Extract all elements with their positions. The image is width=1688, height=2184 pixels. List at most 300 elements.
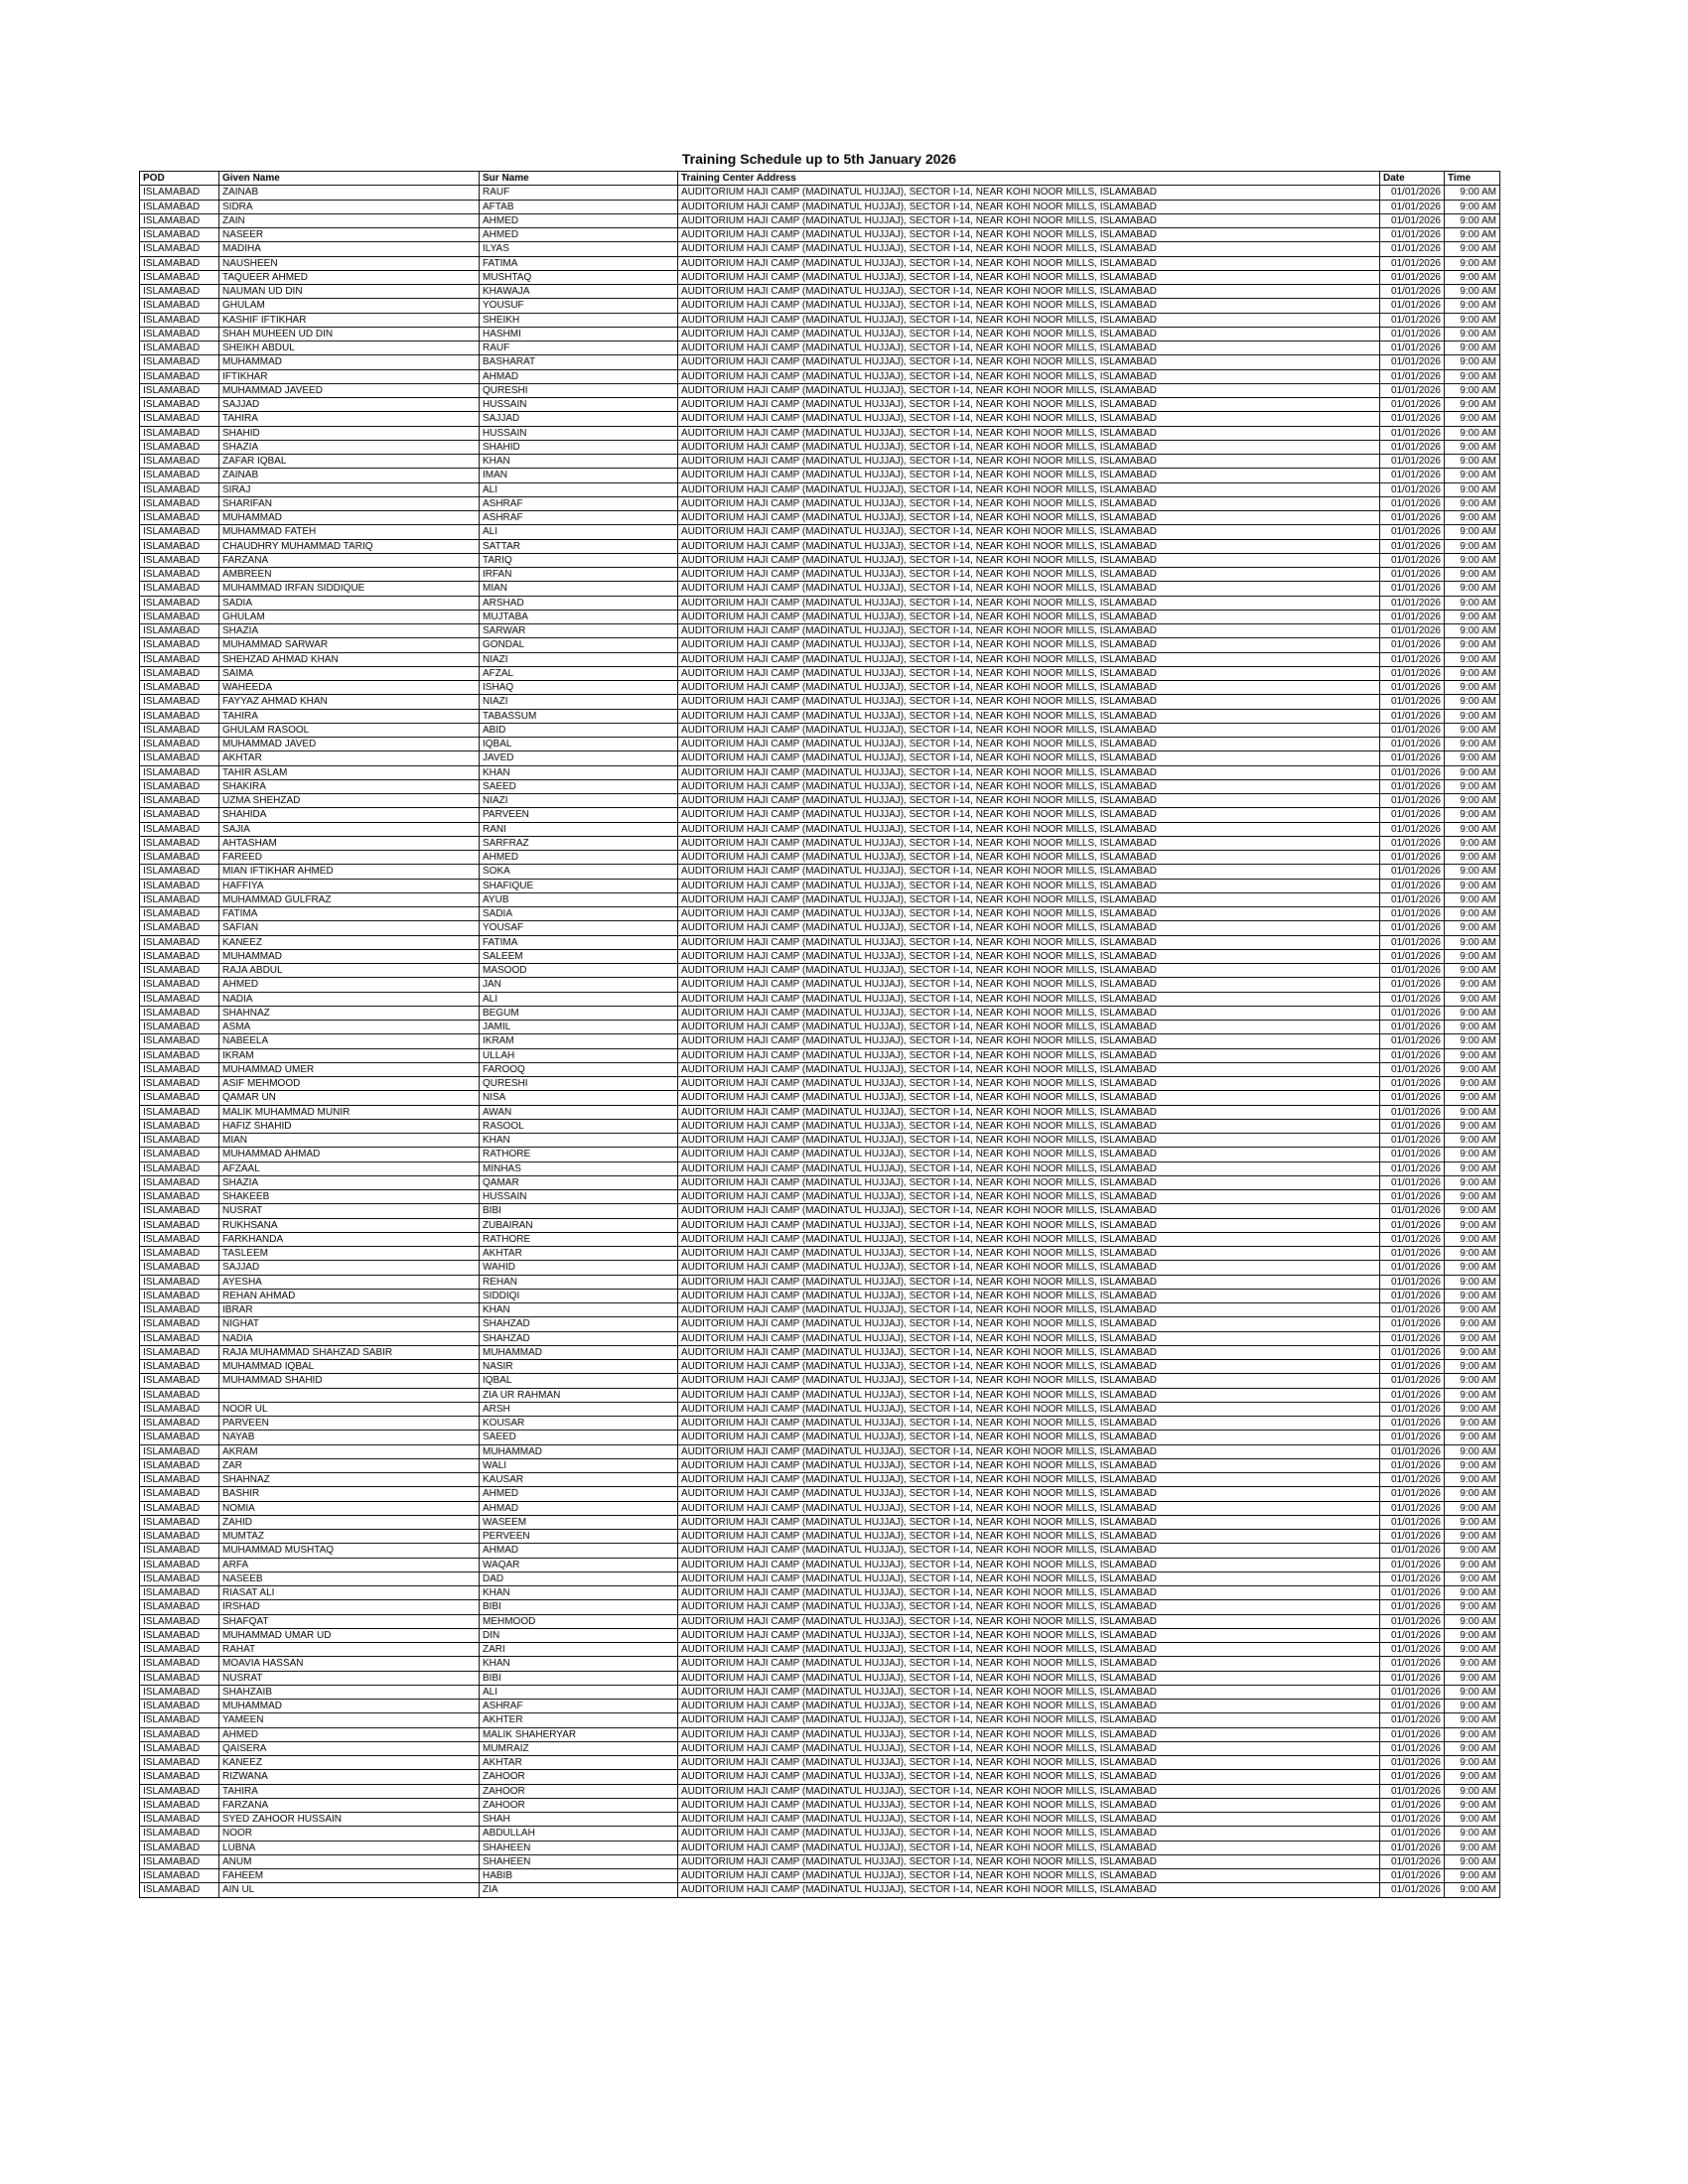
pod-cell: ISLAMABAD (140, 525, 219, 539)
date-cell: 01/01/2026 (1380, 666, 1445, 680)
time-cell: 9:00 AM (1445, 892, 1500, 906)
given-name-cell: FARZANA (219, 553, 480, 567)
sur-name-cell: KOUSAR (480, 1417, 678, 1431)
date-cell: 01/01/2026 (1380, 638, 1445, 652)
pod-cell: ISLAMABAD (140, 1841, 219, 1854)
sur-name-cell: SHAFIQUE (480, 879, 678, 892)
given-name-cell: MUHAMMAD (219, 511, 480, 525)
address-cell: AUDITORIUM HAJI CAMP (MADINATUL HUJJAJ), SECTOR I-14, NEAR KOHI NOOR MILLS, ISLAMABAD (678, 610, 1380, 623)
sur-name-cell: ASHRAF (480, 511, 678, 525)
given-name-cell: AHTASHAM (219, 836, 480, 850)
pod-cell: ISLAMABAD (140, 213, 219, 227)
date-cell: 01/01/2026 (1380, 1458, 1445, 1472)
time-cell: 9:00 AM (1445, 1671, 1500, 1685)
given-name-cell: CHAUDHRY MUHAMMAD TARIQ (219, 539, 480, 553)
time-cell: 9:00 AM (1445, 1275, 1500, 1289)
given-name-cell: RAHAT (219, 1643, 480, 1657)
header-time: Time (1445, 172, 1500, 186)
given-name-cell: MUHAMMAD (219, 949, 480, 963)
table-row (140, 1544, 1500, 1558)
sur-name-cell: ALI (480, 482, 678, 496)
sur-name-cell: QURESHI (480, 383, 678, 397)
sur-name-cell: MUJTABA (480, 610, 678, 623)
address-cell: AUDITORIUM HAJI CAMP (MADINATUL HUJJAJ), SECTOR I-14, NEAR KOHI NOOR MILLS, ISLAMABAD (678, 1048, 1380, 1062)
time-cell: 9:00 AM (1445, 1756, 1500, 1770)
address-cell: AUDITORIUM HAJI CAMP (MADINATUL HUJJAJ), SECTOR I-14, NEAR KOHI NOOR MILLS, ISLAMABAD (678, 1770, 1380, 1784)
table-row (140, 1388, 1500, 1402)
date-cell: 01/01/2026 (1380, 355, 1445, 369)
time-cell: 9:00 AM (1445, 299, 1500, 313)
given-name-cell: RIZWANA (219, 1770, 480, 1784)
table-row (140, 1077, 1500, 1091)
sur-name-cell: AHMAD (480, 369, 678, 383)
given-name-cell: NOOR (219, 1827, 480, 1841)
address-cell: AUDITORIUM HAJI CAMP (MADINATUL HUJJAJ), SECTOR I-14, NEAR KOHI NOOR MILLS, ISLAMABAD (678, 200, 1380, 213)
table-row (140, 1417, 1500, 1431)
time-cell: 9:00 AM (1445, 1643, 1500, 1657)
time-cell: 9:00 AM (1445, 1883, 1500, 1897)
table-row (140, 794, 1500, 808)
given-name-cell: MUHAMMAD FATEH (219, 525, 480, 539)
date-cell: 01/01/2026 (1380, 1558, 1445, 1571)
date-cell: 01/01/2026 (1380, 1741, 1445, 1755)
time-cell: 9:00 AM (1445, 935, 1500, 949)
address-cell: AUDITORIUM HAJI CAMP (MADINATUL HUJJAJ), SECTOR I-14, NEAR KOHI NOOR MILLS, ISLAMABAD (678, 1869, 1380, 1883)
address-cell: AUDITORIUM HAJI CAMP (MADINATUL HUJJAJ), SECTOR I-14, NEAR KOHI NOOR MILLS, ISLAMABAD (678, 709, 1380, 723)
given-name-cell: HAFFIYA (219, 879, 480, 892)
table-row (140, 228, 1500, 242)
address-cell: AUDITORIUM HAJI CAMP (MADINATUL HUJJAJ), SECTOR I-14, NEAR KOHI NOOR MILLS, ISLAMABAD (678, 582, 1380, 596)
table-row (140, 1530, 1500, 1544)
time-cell: 9:00 AM (1445, 1685, 1500, 1699)
address-cell: AUDITORIUM HAJI CAMP (MADINATUL HUJJAJ), SECTOR I-14, NEAR KOHI NOOR MILLS, ISLAMABAD (678, 907, 1380, 921)
time-cell: 9:00 AM (1445, 1444, 1500, 1458)
table-row (140, 808, 1500, 822)
pod-cell: ISLAMABAD (140, 228, 219, 242)
address-cell: AUDITORIUM HAJI CAMP (MADINATUL HUJJAJ), SECTOR I-14, NEAR KOHI NOOR MILLS, ISLAMABAD (678, 1402, 1380, 1416)
pod-cell: ISLAMABAD (140, 1530, 219, 1544)
given-name-cell: SHEIKH ABDUL (219, 341, 480, 355)
table-row (140, 1854, 1500, 1868)
address-cell: AUDITORIUM HAJI CAMP (MADINATUL HUJJAJ), SECTOR I-14, NEAR KOHI NOOR MILLS, ISLAMABAD (678, 681, 1380, 695)
table-row (140, 624, 1500, 638)
pod-cell: ISLAMABAD (140, 1204, 219, 1218)
address-cell: AUDITORIUM HAJI CAMP (MADINATUL HUJJAJ), SECTOR I-14, NEAR KOHI NOOR MILLS, ISLAMABAD (678, 369, 1380, 383)
address-cell: AUDITORIUM HAJI CAMP (MADINATUL HUJJAJ), SECTOR I-14, NEAR KOHI NOOR MILLS, ISLAMABAD (678, 1600, 1380, 1614)
given-name-cell: KANEEZ (219, 1756, 480, 1770)
table-row (140, 1671, 1500, 1685)
table-row (140, 1798, 1500, 1812)
sur-name-cell: QURESHI (480, 1077, 678, 1091)
date-cell: 01/01/2026 (1380, 1247, 1445, 1261)
pod-cell: ISLAMABAD (140, 270, 219, 284)
given-name-cell: SIRAJ (219, 482, 480, 496)
address-cell: AUDITORIUM HAJI CAMP (MADINATUL HUJJAJ), SECTOR I-14, NEAR KOHI NOOR MILLS, ISLAMABAD (678, 1727, 1380, 1741)
sur-name-cell: AKHTAR (480, 1247, 678, 1261)
pod-cell: ISLAMABAD (140, 695, 219, 709)
table-row (140, 1487, 1500, 1501)
time-cell: 9:00 AM (1445, 455, 1500, 469)
time-cell: 9:00 AM (1445, 1289, 1500, 1302)
date-cell: 01/01/2026 (1380, 964, 1445, 978)
given-name-cell: IKRAM (219, 1048, 480, 1062)
pod-cell: ISLAMABAD (140, 200, 219, 213)
time-cell: 9:00 AM (1445, 1331, 1500, 1345)
pod-cell: ISLAMABAD (140, 808, 219, 822)
table-row (140, 964, 1500, 978)
time-cell: 9:00 AM (1445, 369, 1500, 383)
sur-name-cell: DIN (480, 1628, 678, 1642)
sur-name-cell: GONDAL (480, 638, 678, 652)
address-cell: AUDITORIUM HAJI CAMP (MADINATUL HUJJAJ), SECTOR I-14, NEAR KOHI NOOR MILLS, ISLAMABAD (678, 1275, 1380, 1289)
date-cell: 01/01/2026 (1380, 935, 1445, 949)
sur-name-cell: MUMRAIZ (480, 1741, 678, 1755)
table-row (140, 1091, 1500, 1105)
table-row (140, 1062, 1500, 1076)
table-row (140, 1869, 1500, 1883)
pod-cell: ISLAMABAD (140, 1671, 219, 1685)
time-cell: 9:00 AM (1445, 1232, 1500, 1246)
date-cell: 01/01/2026 (1380, 765, 1445, 779)
sur-name-cell: MIAN (480, 582, 678, 596)
address-cell: AUDITORIUM HAJI CAMP (MADINATUL HUJJAJ), SECTOR I-14, NEAR KOHI NOOR MILLS, ISLAMABAD (678, 1827, 1380, 1841)
sur-name-cell: SHAH (480, 1813, 678, 1827)
time-cell: 9:00 AM (1445, 1388, 1500, 1402)
time-cell: 9:00 AM (1445, 738, 1500, 751)
given-name-cell: SHAHIDA (219, 808, 480, 822)
time-cell: 9:00 AM (1445, 596, 1500, 610)
table-row (140, 1161, 1500, 1175)
table-row (140, 992, 1500, 1006)
table-row (140, 553, 1500, 567)
sur-name-cell: KHAN (480, 1134, 678, 1148)
time-cell: 9:00 AM (1445, 610, 1500, 623)
address-cell: AUDITORIUM HAJI CAMP (MADINATUL HUJJAJ), SECTOR I-14, NEAR KOHI NOOR MILLS, ISLAMABAD (678, 1487, 1380, 1501)
time-cell: 9:00 AM (1445, 426, 1500, 440)
pod-cell: ISLAMABAD (140, 341, 219, 355)
sur-name-cell: SARWAR (480, 624, 678, 638)
pod-cell: ISLAMABAD (140, 892, 219, 906)
table-row (140, 1275, 1500, 1289)
pod-cell: ISLAMABAD (140, 935, 219, 949)
pod-cell: ISLAMABAD (140, 313, 219, 327)
address-cell: AUDITORIUM HAJI CAMP (MADINATUL HUJJAJ), SECTOR I-14, NEAR KOHI NOOR MILLS, ISLAMABAD (678, 851, 1380, 865)
pod-cell: ISLAMABAD (140, 1077, 219, 1091)
pod-cell: ISLAMABAD (140, 596, 219, 610)
time-cell: 9:00 AM (1445, 1628, 1500, 1642)
given-name-cell: SHAKIRA (219, 779, 480, 793)
given-name-cell: AKRAM (219, 1444, 480, 1458)
table-row (140, 270, 1500, 284)
sur-name-cell: MALIK SHAHERYAR (480, 1727, 678, 1741)
pod-cell: ISLAMABAD (140, 978, 219, 992)
address-cell: AUDITORIUM HAJI CAMP (MADINATUL HUJJAJ), SECTOR I-14, NEAR KOHI NOOR MILLS, ISLAMABAD (678, 1148, 1380, 1161)
pod-cell: ISLAMABAD (140, 1161, 219, 1175)
given-name-cell: SYED ZAHOOR HUSSAIN (219, 1813, 480, 1827)
address-cell: AUDITORIUM HAJI CAMP (MADINATUL HUJJAJ), SECTOR I-14, NEAR KOHI NOOR MILLS, ISLAMABAD (678, 1700, 1380, 1713)
pod-cell: ISLAMABAD (140, 285, 219, 299)
pod-cell: ISLAMABAD (140, 1417, 219, 1431)
sur-name-cell: ZIA UR RAHMAN (480, 1388, 678, 1402)
time-cell: 9:00 AM (1445, 200, 1500, 213)
address-cell: AUDITORIUM HAJI CAMP (MADINATUL HUJJAJ), SECTOR I-14, NEAR KOHI NOOR MILLS, ISLAMABAD (678, 1643, 1380, 1657)
date-cell: 01/01/2026 (1380, 242, 1445, 256)
address-cell: AUDITORIUM HAJI CAMP (MADINATUL HUJJAJ), SECTOR I-14, NEAR KOHI NOOR MILLS, ISLAMABAD (678, 256, 1380, 270)
time-cell: 9:00 AM (1445, 1091, 1500, 1105)
sur-name-cell: RAUF (480, 186, 678, 200)
table-row (140, 1119, 1500, 1133)
sur-name-cell: JAMIL (480, 1021, 678, 1034)
given-name-cell: SAFIAN (219, 921, 480, 935)
address-cell: AUDITORIUM HAJI CAMP (MADINATUL HUJJAJ), SECTOR I-14, NEAR KOHI NOOR MILLS, ISLAMABAD (678, 992, 1380, 1006)
address-cell: AUDITORIUM HAJI CAMP (MADINATUL HUJJAJ), SECTOR I-14, NEAR KOHI NOOR MILLS, ISLAMABAD (678, 1021, 1380, 1034)
date-cell: 01/01/2026 (1380, 1275, 1445, 1289)
table-body (140, 186, 1500, 1897)
date-cell: 01/01/2026 (1380, 1317, 1445, 1331)
table-row (140, 666, 1500, 680)
sur-name-cell: JAN (480, 978, 678, 992)
table-row (140, 1558, 1500, 1571)
date-cell: 01/01/2026 (1380, 1869, 1445, 1883)
pod-cell: ISLAMABAD (140, 1148, 219, 1161)
date-cell: 01/01/2026 (1380, 383, 1445, 397)
given-name-cell: TAHIRA (219, 1784, 480, 1798)
address-cell: AUDITORIUM HAJI CAMP (MADINATUL HUJJAJ), SECTOR I-14, NEAR KOHI NOOR MILLS, ISLAMABAD (678, 808, 1380, 822)
time-cell: 9:00 AM (1445, 1700, 1500, 1713)
pod-cell: ISLAMABAD (140, 1317, 219, 1331)
address-cell: AUDITORIUM HAJI CAMP (MADINATUL HUJJAJ), SECTOR I-14, NEAR KOHI NOOR MILLS, ISLAMABAD (678, 1360, 1380, 1374)
date-cell: 01/01/2026 (1380, 285, 1445, 299)
address-cell: AUDITORIUM HAJI CAMP (MADINATUL HUJJAJ), SECTOR I-14, NEAR KOHI NOOR MILLS, ISLAMABAD (678, 568, 1380, 582)
address-cell: AUDITORIUM HAJI CAMP (MADINATUL HUJJAJ), SECTOR I-14, NEAR KOHI NOOR MILLS, ISLAMABAD (678, 1289, 1380, 1302)
given-name-cell: MUHAMMAD JAVEED (219, 383, 480, 397)
table-row (140, 1261, 1500, 1275)
date-cell: 01/01/2026 (1380, 1261, 1445, 1275)
date-cell: 01/01/2026 (1380, 1431, 1445, 1444)
table-row (140, 525, 1500, 539)
address-cell: AUDITORIUM HAJI CAMP (MADINATUL HUJJAJ), SECTOR I-14, NEAR KOHI NOOR MILLS, ISLAMABAD (678, 921, 1380, 935)
date-cell: 01/01/2026 (1380, 1148, 1445, 1161)
pod-cell: ISLAMABAD (140, 723, 219, 737)
sur-name-cell: DAD (480, 1571, 678, 1585)
date-cell: 01/01/2026 (1380, 482, 1445, 496)
address-cell: AUDITORIUM HAJI CAMP (MADINATUL HUJJAJ), SECTOR I-14, NEAR KOHI NOOR MILLS, ISLAMABAD (678, 355, 1380, 369)
given-name-cell: FAYYAZ AHMAD KHAN (219, 695, 480, 709)
address-cell: AUDITORIUM HAJI CAMP (MADINATUL HUJJAJ), SECTOR I-14, NEAR KOHI NOOR MILLS, ISLAMABAD (678, 1006, 1380, 1020)
given-name-cell: RAJA ABDUL (219, 964, 480, 978)
sur-name-cell: IRFAN (480, 568, 678, 582)
date-cell: 01/01/2026 (1380, 808, 1445, 822)
given-name-cell: SHAHNAZ (219, 1006, 480, 1020)
time-cell: 9:00 AM (1445, 496, 1500, 510)
address-cell: AUDITORIUM HAJI CAMP (MADINATUL HUJJAJ), SECTOR I-14, NEAR KOHI NOOR MILLS, ISLAMABAD (678, 1854, 1380, 1868)
date-cell: 01/01/2026 (1380, 1473, 1445, 1487)
pod-cell: ISLAMABAD (140, 907, 219, 921)
pod-cell: ISLAMABAD (140, 1175, 219, 1189)
pod-cell: ISLAMABAD (140, 836, 219, 850)
time-cell: 9:00 AM (1445, 1544, 1500, 1558)
given-name-cell: SHAHZAIB (219, 1685, 480, 1699)
time-cell: 9:00 AM (1445, 582, 1500, 596)
date-cell: 01/01/2026 (1380, 341, 1445, 355)
sur-name-cell: BIBI (480, 1671, 678, 1685)
sur-name-cell: HASHMI (480, 327, 678, 341)
address-cell: AUDITORIUM HAJI CAMP (MADINATUL HUJJAJ), SECTOR I-14, NEAR KOHI NOOR MILLS, ISLAMABAD (678, 1161, 1380, 1175)
date-cell: 01/01/2026 (1380, 1671, 1445, 1685)
pod-cell: ISLAMABAD (140, 256, 219, 270)
pod-cell: ISLAMABAD (140, 1119, 219, 1133)
pod-cell: ISLAMABAD (140, 1444, 219, 1458)
date-cell: 01/01/2026 (1380, 1218, 1445, 1232)
table-row (140, 1303, 1500, 1317)
date-cell: 01/01/2026 (1380, 1034, 1445, 1048)
pod-cell: ISLAMABAD (140, 355, 219, 369)
time-cell: 9:00 AM (1445, 822, 1500, 836)
address-cell: AUDITORIUM HAJI CAMP (MADINATUL HUJJAJ), SECTOR I-14, NEAR KOHI NOOR MILLS, ISLAMABAD (678, 1431, 1380, 1444)
date-cell: 01/01/2026 (1380, 313, 1445, 327)
given-name-cell: ZAINAB (219, 186, 480, 200)
date-cell: 01/01/2026 (1380, 1048, 1445, 1062)
sur-name-cell: WASEEM (480, 1515, 678, 1529)
address-cell: AUDITORIUM HAJI CAMP (MADINATUL HUJJAJ), SECTOR I-14, NEAR KOHI NOOR MILLS, ISLAMABAD (678, 964, 1380, 978)
address-cell: AUDITORIUM HAJI CAMP (MADINATUL HUJJAJ), SECTOR I-14, NEAR KOHI NOOR MILLS, ISLAMABAD (678, 285, 1380, 299)
sur-name-cell: KHAN (480, 1586, 678, 1600)
date-cell: 01/01/2026 (1380, 1685, 1445, 1699)
time-cell: 9:00 AM (1445, 1530, 1500, 1544)
date-cell: 01/01/2026 (1380, 892, 1445, 906)
given-name-cell: FATIMA (219, 907, 480, 921)
time-cell: 9:00 AM (1445, 1798, 1500, 1812)
date-cell: 01/01/2026 (1380, 1643, 1445, 1657)
table-row (140, 1727, 1500, 1741)
table-row (140, 907, 1500, 921)
date-cell: 01/01/2026 (1380, 1713, 1445, 1727)
sur-name-cell: ABDULLAH (480, 1827, 678, 1841)
address-cell: AUDITORIUM HAJI CAMP (MADINATUL HUJJAJ), SECTOR I-14, NEAR KOHI NOOR MILLS, ISLAMABAD (678, 1261, 1380, 1275)
header-row (140, 172, 1500, 186)
sur-name-cell: KAUSAR (480, 1473, 678, 1487)
table-row (140, 1643, 1500, 1657)
address-cell: AUDITORIUM HAJI CAMP (MADINATUL HUJJAJ), SECTOR I-14, NEAR KOHI NOOR MILLS, ISLAMABAD (678, 1671, 1380, 1685)
date-cell: 01/01/2026 (1380, 794, 1445, 808)
sur-name-cell: ALI (480, 525, 678, 539)
pod-cell: ISLAMABAD (140, 1303, 219, 1317)
address-cell: AUDITORIUM HAJI CAMP (MADINATUL HUJJAJ), SECTOR I-14, NEAR KOHI NOOR MILLS, ISLAMABAD (678, 1784, 1380, 1798)
time-cell: 9:00 AM (1445, 1558, 1500, 1571)
time-cell: 9:00 AM (1445, 270, 1500, 284)
given-name-cell: NAYAB (219, 1431, 480, 1444)
time-cell: 9:00 AM (1445, 1854, 1500, 1868)
header-given-name: Given Name (219, 172, 480, 186)
sur-name-cell: SHAHID (480, 440, 678, 454)
given-name-cell: MUHAMMAD AHMAD (219, 1148, 480, 1161)
pod-cell: ISLAMABAD (140, 568, 219, 582)
address-cell: AUDITORIUM HAJI CAMP (MADINATUL HUJJAJ), SECTOR I-14, NEAR KOHI NOOR MILLS, ISLAMABAD (678, 1530, 1380, 1544)
given-name-cell: ZAINAB (219, 469, 480, 482)
table-row (140, 355, 1500, 369)
date-cell: 01/01/2026 (1380, 398, 1445, 412)
time-cell: 9:00 AM (1445, 511, 1500, 525)
given-name-cell: ANUM (219, 1854, 480, 1868)
date-cell: 01/01/2026 (1380, 327, 1445, 341)
given-name-cell: MUHAMMAD GULFRAZ (219, 892, 480, 906)
pod-cell: ISLAMABAD (140, 1756, 219, 1770)
address-cell: AUDITORIUM HAJI CAMP (MADINATUL HUJJAJ), SECTOR I-14, NEAR KOHI NOOR MILLS, ISLAMABAD (678, 1558, 1380, 1571)
date-cell: 01/01/2026 (1380, 1854, 1445, 1868)
address-cell: AUDITORIUM HAJI CAMP (MADINATUL HUJJAJ), SECTOR I-14, NEAR KOHI NOOR MILLS, ISLAMABAD (678, 794, 1380, 808)
pod-cell: ISLAMABAD (140, 1247, 219, 1261)
address-cell: AUDITORIUM HAJI CAMP (MADINATUL HUJJAJ), SECTOR I-14, NEAR KOHI NOOR MILLS, ISLAMABAD (678, 440, 1380, 454)
date-cell: 01/01/2026 (1380, 1134, 1445, 1148)
sur-name-cell: KHAN (480, 1303, 678, 1317)
given-name-cell: TAHIRA (219, 412, 480, 426)
table-row (140, 1741, 1500, 1755)
time-cell: 9:00 AM (1445, 1741, 1500, 1755)
time-cell: 9:00 AM (1445, 525, 1500, 539)
date-cell: 01/01/2026 (1380, 652, 1445, 666)
table-row (140, 1021, 1500, 1034)
address-cell: AUDITORIUM HAJI CAMP (MADINATUL HUJJAJ), SECTOR I-14, NEAR KOHI NOOR MILLS, ISLAMABAD (678, 1444, 1380, 1458)
sur-name-cell: SARFRAZ (480, 836, 678, 850)
table-row (140, 1515, 1500, 1529)
date-cell: 01/01/2026 (1380, 469, 1445, 482)
date-cell: 01/01/2026 (1380, 1388, 1445, 1402)
address-cell: AUDITORIUM HAJI CAMP (MADINATUL HUJJAJ), SECTOR I-14, NEAR KOHI NOOR MILLS, ISLAMABAD (678, 1741, 1380, 1755)
sur-name-cell: HUSSAIN (480, 1190, 678, 1204)
date-cell: 01/01/2026 (1380, 1345, 1445, 1359)
time-cell: 9:00 AM (1445, 1657, 1500, 1671)
pod-cell: ISLAMABAD (140, 610, 219, 623)
date-cell: 01/01/2026 (1380, 412, 1445, 426)
given-name-cell: QAMAR UN (219, 1091, 480, 1105)
table-row (140, 1756, 1500, 1770)
address-cell: AUDITORIUM HAJI CAMP (MADINATUL HUJJAJ), SECTOR I-14, NEAR KOHI NOOR MILLS, ISLAMABAD (678, 1077, 1380, 1091)
pod-cell: ISLAMABAD (140, 455, 219, 469)
sur-name-cell: AHMED (480, 1487, 678, 1501)
given-name-cell: SHAKEEB (219, 1190, 480, 1204)
pod-cell: ISLAMABAD (140, 1006, 219, 1020)
table-row (140, 440, 1500, 454)
time-cell: 9:00 AM (1445, 921, 1500, 935)
given-name-cell: MUHAMMAD MUSHTAQ (219, 1544, 480, 1558)
date-cell: 01/01/2026 (1380, 949, 1445, 963)
date-cell: 01/01/2026 (1380, 1487, 1445, 1501)
pod-cell: ISLAMABAD (140, 1431, 219, 1444)
sur-name-cell: ISHAQ (480, 681, 678, 695)
address-cell: AUDITORIUM HAJI CAMP (MADINATUL HUJJAJ), SECTOR I-14, NEAR KOHI NOOR MILLS, ISLAMABAD (678, 596, 1380, 610)
time-cell: 9:00 AM (1445, 568, 1500, 582)
time-cell: 9:00 AM (1445, 851, 1500, 865)
address-cell: AUDITORIUM HAJI CAMP (MADINATUL HUJJAJ), SECTOR I-14, NEAR KOHI NOOR MILLS, ISLAMABAD (678, 1218, 1380, 1232)
table-row (140, 638, 1500, 652)
pod-cell: ISLAMABAD (140, 921, 219, 935)
address-cell: AUDITORIUM HAJI CAMP (MADINATUL HUJJAJ), SECTOR I-14, NEAR KOHI NOOR MILLS, ISLAMABAD (678, 213, 1380, 227)
pod-cell: ISLAMABAD (140, 1388, 219, 1402)
table-row (140, 1473, 1500, 1487)
pod-cell: ISLAMABAD (140, 1062, 219, 1076)
time-cell: 9:00 AM (1445, 1247, 1500, 1261)
time-cell: 9:00 AM (1445, 1501, 1500, 1515)
sur-name-cell: ARSHAD (480, 596, 678, 610)
address-cell: AUDITORIUM HAJI CAMP (MADINATUL HUJJAJ), SECTOR I-14, NEAR KOHI NOOR MILLS, ISLAMABAD (678, 1388, 1380, 1402)
sur-name-cell: RANI (480, 822, 678, 836)
given-name-cell: AYESHA (219, 1275, 480, 1289)
given-name-cell: AIN UL (219, 1883, 480, 1897)
time-cell: 9:00 AM (1445, 1869, 1500, 1883)
sur-name-cell: SAEED (480, 779, 678, 793)
address-cell: AUDITORIUM HAJI CAMP (MADINATUL HUJJAJ), SECTOR I-14, NEAR KOHI NOOR MILLS, ISLAMABAD (678, 779, 1380, 793)
table-row (140, 256, 1500, 270)
